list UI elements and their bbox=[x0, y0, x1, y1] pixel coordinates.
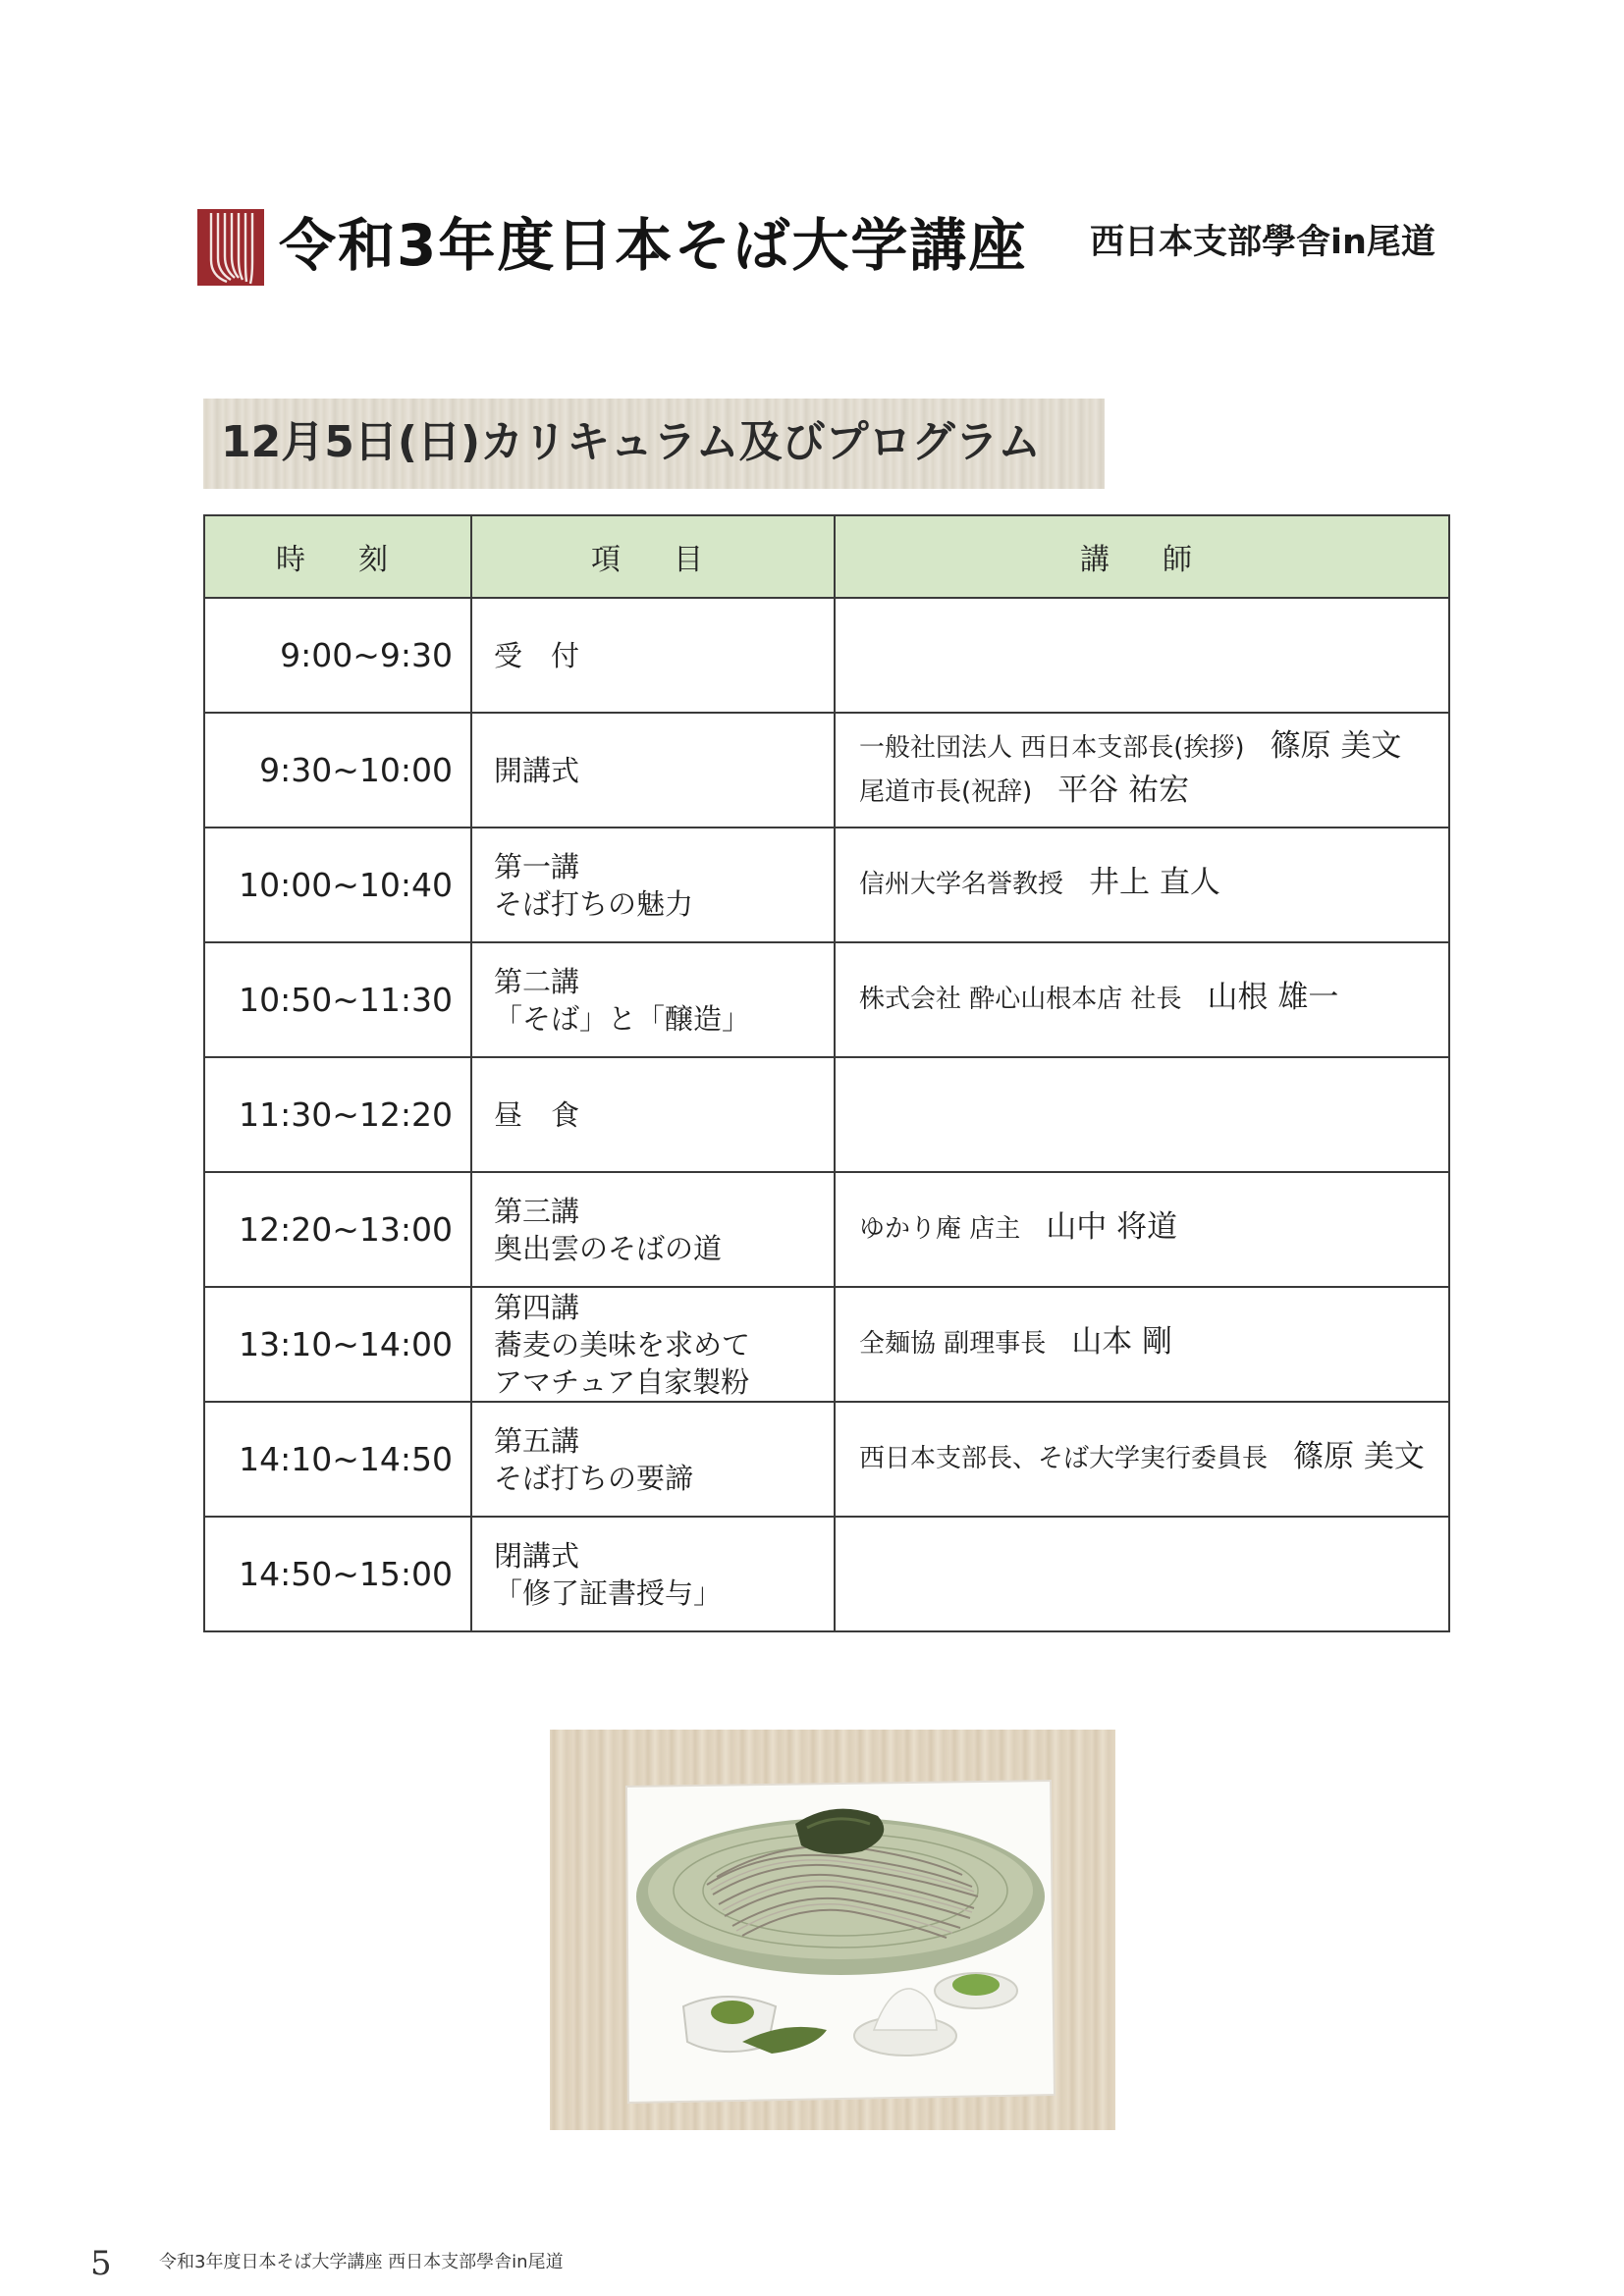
item-cell bbox=[471, 1172, 835, 1287]
item-cell bbox=[471, 942, 835, 1057]
lecturer-name: 平谷 祐宏 bbox=[1057, 772, 1190, 808]
page-subtitle: 西日本支部學舎in尾道 bbox=[1090, 223, 1435, 262]
zaru-soba-illustration bbox=[550, 1730, 1115, 2130]
lecturer-line bbox=[859, 1322, 1448, 1366]
schedule-body bbox=[204, 598, 1449, 1631]
lecturer-affiliation: 信州大学名誉教授 bbox=[859, 870, 1064, 899]
lecturer-cell bbox=[835, 1517, 1449, 1631]
lecturer-line bbox=[859, 726, 1448, 771]
item-line: 第二講 bbox=[494, 964, 580, 998]
lecturer-name: 井上 直人 bbox=[1089, 865, 1220, 900]
lecturer-affiliation: 全麺協 副理事長 bbox=[859, 1329, 1047, 1359]
item-line: 第五講 bbox=[494, 1423, 580, 1458]
lecturer-line bbox=[859, 771, 1448, 815]
lecturer-name: 山根 雄一 bbox=[1207, 980, 1339, 1015]
table-row bbox=[204, 1287, 1449, 1402]
page-number: 5 bbox=[90, 2244, 112, 2283]
lecturer-line bbox=[859, 863, 1448, 907]
item-line: 開講式 bbox=[494, 753, 580, 787]
lecturer-affiliation: 尾道市長(祝辞) bbox=[859, 776, 1033, 807]
header-item: 項 目 bbox=[471, 515, 835, 598]
table-row bbox=[204, 1172, 1449, 1287]
item-line: 奥出雲のそばの道 bbox=[494, 1231, 723, 1265]
item-line: アマチュア自家製粉 bbox=[494, 1364, 750, 1399]
footer-text: 令和3年度日本そば大学講座 西日本支部學舎in尾道 bbox=[159, 2252, 564, 2272]
lecturer-affiliation: ゆかり庵 店主 bbox=[859, 1214, 1021, 1244]
lecturer-cell bbox=[835, 828, 1449, 942]
lecturer-line bbox=[859, 1207, 1448, 1252]
lecturer-affiliation: 西日本支部長、そば大学実行委員長 bbox=[859, 1444, 1269, 1473]
lecturer-name: 篠原 美文 bbox=[1293, 1439, 1425, 1474]
time-cell: 13:10~14:00 bbox=[204, 1287, 471, 1402]
item-cell bbox=[471, 1057, 835, 1172]
item-cell bbox=[471, 1402, 835, 1517]
item-line: 第一講 bbox=[494, 849, 580, 883]
time-cell: 11:30~12:20 bbox=[204, 1057, 471, 1172]
item-line: 閉講式 bbox=[494, 1538, 580, 1573]
item-line: 受 付 bbox=[494, 638, 580, 672]
table-row bbox=[204, 713, 1449, 828]
item-line: 昼 食 bbox=[494, 1097, 580, 1132]
item-cell bbox=[471, 1287, 835, 1402]
time-cell: 10:00~10:40 bbox=[204, 828, 471, 942]
item-cell bbox=[471, 598, 835, 713]
lecturer-cell bbox=[835, 1172, 1449, 1287]
table-row bbox=[204, 598, 1449, 713]
item-line: そば打ちの要諦 bbox=[494, 1461, 694, 1495]
item-cell bbox=[471, 1517, 835, 1631]
time-cell: 14:10~14:50 bbox=[204, 1402, 471, 1517]
item-line: 第四講 bbox=[494, 1290, 580, 1324]
time-cell: 14:50~15:00 bbox=[204, 1517, 471, 1631]
item-line: 「そば」と「醸造」 bbox=[494, 1001, 751, 1036]
schedule-table bbox=[203, 514, 1450, 1632]
lecturer-line bbox=[859, 978, 1448, 1022]
header-time: 時 刻 bbox=[204, 515, 471, 598]
table-row bbox=[204, 828, 1449, 942]
table-header-row bbox=[204, 515, 1449, 598]
item-cell bbox=[471, 713, 835, 828]
table-row bbox=[204, 942, 1449, 1057]
lecturer-cell bbox=[835, 1287, 1449, 1402]
lecturer-cell bbox=[835, 1057, 1449, 1172]
time-cell: 10:50~11:30 bbox=[204, 942, 471, 1057]
lecturer-name: 篠原 美文 bbox=[1270, 727, 1402, 764]
date-banner bbox=[203, 399, 1105, 489]
lecturer-line bbox=[859, 1437, 1448, 1481]
lecturer-cell bbox=[835, 1402, 1449, 1517]
lecturer-affiliation: 株式会社 酔心山根本店 社長 bbox=[859, 985, 1182, 1014]
lecturer-name: 山中 将道 bbox=[1046, 1209, 1178, 1245]
lecturer-cell bbox=[835, 598, 1449, 713]
lecturer-affiliation: 一般社団法人 西日本支部長(挨拶) bbox=[859, 732, 1245, 763]
header-lecturer: 講 師 bbox=[835, 515, 1449, 598]
lecturer-cell bbox=[835, 942, 1449, 1057]
table-row bbox=[204, 1402, 1449, 1517]
table-row bbox=[204, 1517, 1449, 1631]
date-banner-text: 12月5日(日)カリキュラム及びプログラム bbox=[221, 417, 1042, 467]
item-cell bbox=[471, 828, 835, 942]
lecturer-name: 山本 剛 bbox=[1071, 1324, 1173, 1360]
item-line: 蕎麦の美味を求めて bbox=[494, 1327, 751, 1362]
item-line: そば打ちの魅力 bbox=[494, 886, 694, 921]
soba-noodle-logo-icon bbox=[197, 209, 264, 286]
lecturer-cell bbox=[835, 713, 1449, 828]
time-cell: 12:20~13:00 bbox=[204, 1172, 471, 1287]
time-cell: 9:30~10:00 bbox=[204, 713, 471, 828]
item-line: 「修了証書授与」 bbox=[494, 1575, 723, 1610]
time-cell: 9:00~9:30 bbox=[204, 598, 471, 713]
page-title: 令和3年度日本そば大学講座 bbox=[279, 212, 1028, 279]
table-row bbox=[204, 1057, 1449, 1172]
item-line: 第三講 bbox=[494, 1194, 580, 1228]
